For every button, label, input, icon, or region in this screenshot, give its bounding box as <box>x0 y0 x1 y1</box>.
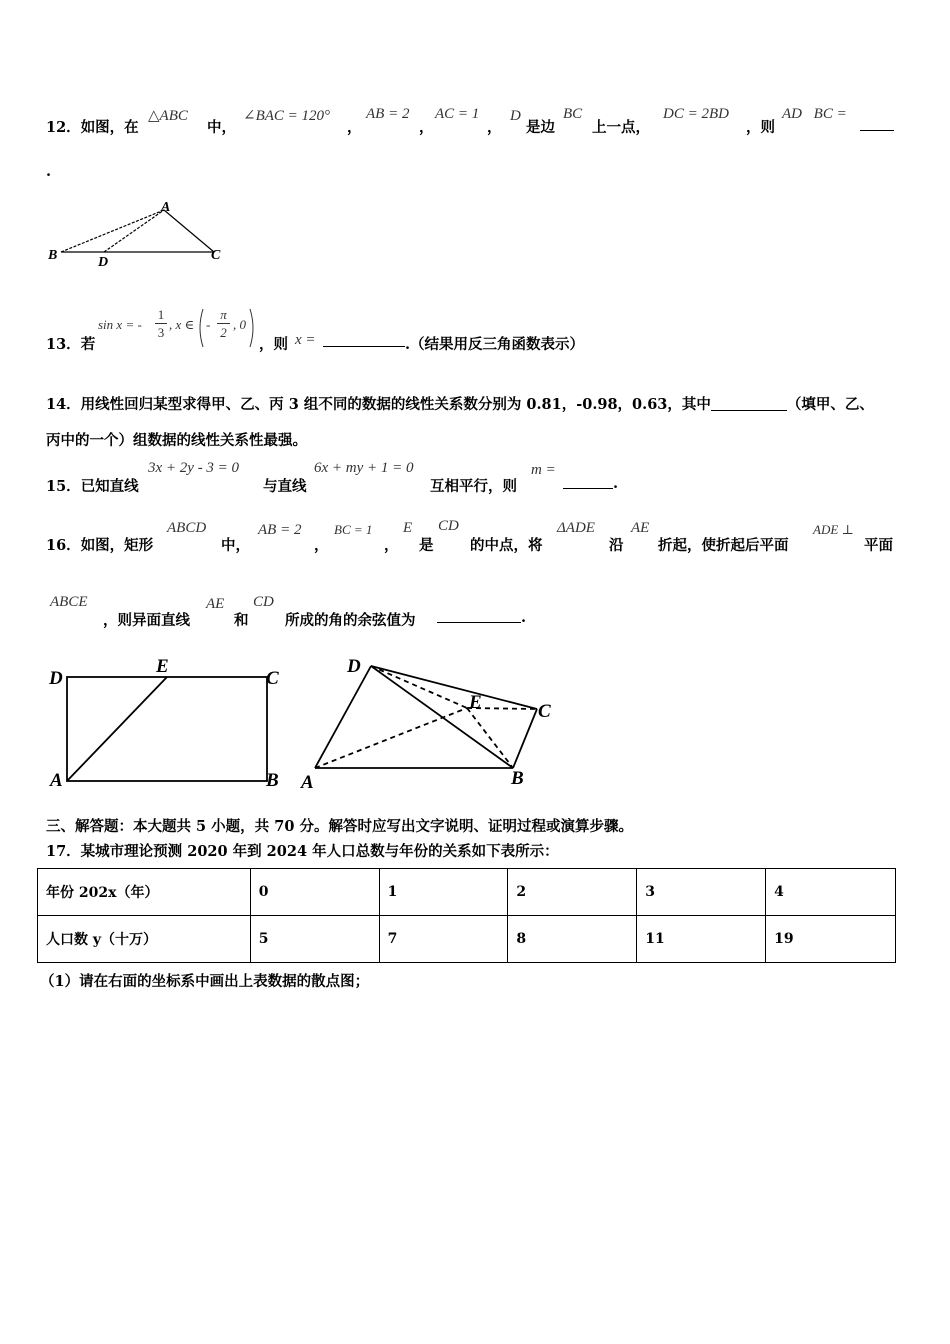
q12-math-ac: AC = 1 <box>435 106 480 122</box>
q13-frac-2-den: 2 <box>220 325 227 340</box>
q12-math-ab: AB = 2 <box>366 106 410 122</box>
fold-point-d-label: D <box>347 656 361 677</box>
q13-bracket-left <box>196 308 204 348</box>
q13-lead <box>46 333 95 354</box>
q15-math-line-1: 3x + 2y - 3 = 0 <box>148 460 240 476</box>
q14-answer-blank[interactable] <box>711 396 787 411</box>
q15-text-4: . <box>613 475 619 492</box>
q12-math-triangle: △ABC <box>148 108 188 124</box>
point-b-label: B <box>48 248 58 263</box>
q17-data-table <box>37 868 896 963</box>
q13-math-x-in: , x ∈ <box>169 317 195 332</box>
segment-da <box>315 666 371 768</box>
q15-text-2: 与直线 <box>263 478 307 495</box>
q12-math-dc: DC = 2BD <box>663 106 729 122</box>
rect-point-e-label: E <box>156 656 169 677</box>
q16-text-10: ，则异面直线 <box>103 612 190 629</box>
q16-number: 16． <box>46 537 81 554</box>
q12-text-5: ， <box>487 119 502 136</box>
q12-end-dot: . <box>46 163 52 180</box>
point-a-label: A <box>161 200 171 215</box>
table-row <box>38 916 896 963</box>
q13-text-1: 若 <box>80 336 96 353</box>
q13-text-2: ，则 <box>259 336 288 353</box>
q13-answer-blank[interactable] <box>323 332 405 347</box>
q12-figure-lines <box>61 210 214 252</box>
q16-text-3: ， <box>314 537 329 554</box>
table-cell: 0 <box>250 869 379 916</box>
q16-text-1: 如图，矩形 <box>80 537 154 554</box>
table-row <box>38 869 896 916</box>
table-cell: 3 <box>637 869 766 916</box>
table-cell: 5 <box>250 916 379 963</box>
q14-text-1: 14．用线性回归某型求得甲、乙、丙 3 组不同的数据的线性关系数分别为 0.81，-0.98，0.63，其中 <box>46 396 711 413</box>
q13-text-3: .（结果用反三角函数表示） <box>405 336 585 353</box>
q15-math-line-2: 6x + my + 1 = 0 <box>314 460 414 476</box>
q16-math-bc: BC = 1 <box>334 522 373 537</box>
q16-lead <box>46 534 153 555</box>
q12-math-expr: AD⃞BC = <box>782 106 847 122</box>
q13-frac-1-den: 3 <box>157 325 165 340</box>
q16-text-9: 平面 <box>864 537 893 554</box>
q17-intro: 17．某城市理论预测 2020 年到 2024 年人口总数与年份的关系如下表所示： <box>46 843 559 860</box>
table-row-head-year: 年份 202x（年） <box>38 869 251 916</box>
q16-text-4: ， <box>384 537 399 554</box>
rect-point-d-label: D <box>49 668 63 689</box>
q13-math-neg: - <box>206 317 211 332</box>
fold-point-b-label: B <box>511 768 524 789</box>
q14-line-1 <box>46 393 874 414</box>
segment-ac <box>164 210 214 252</box>
q12-text-3: ， <box>347 119 362 136</box>
table-cell: 4 <box>766 869 896 916</box>
q12-text-8: ，则 <box>746 119 775 136</box>
q12-math-d: D <box>510 108 521 124</box>
q14-text-2: （填甲、乙、 <box>786 396 874 413</box>
q16-figure-rectangle <box>44 652 294 794</box>
q12-answer-blank[interactable] <box>860 116 894 131</box>
table-cell: 19 <box>766 916 896 963</box>
table-cell: 1 <box>379 869 508 916</box>
q15-text-3: 互相平行，则 <box>430 478 517 495</box>
rectangle-lines <box>67 677 267 781</box>
q12-math-bc: BC <box>563 106 583 122</box>
q16-text-11: 和 <box>234 612 249 629</box>
table-cell: 7 <box>379 916 508 963</box>
q16-math-perp: ADE ⊥ <box>813 522 854 537</box>
fold-point-a-label: A <box>301 772 314 793</box>
q16-text-2: 中， <box>221 537 250 554</box>
rect-point-c-label: C <box>266 668 279 689</box>
q16-math-ab: AB = 2 <box>258 522 302 538</box>
point-c-label: C <box>211 248 221 263</box>
folded-solid-lines <box>315 666 537 768</box>
segment-bc <box>513 709 537 768</box>
q16-text-12: 所成的角的余弦值为 <box>285 612 416 629</box>
q15-math-m: m = <box>531 462 556 478</box>
q17-sub-question-1: （1）请在右面的坐标系中画出上表数据的散点图； <box>40 973 370 990</box>
table-cell: 8 <box>508 916 637 963</box>
q12-figure <box>44 192 244 272</box>
q12-text-4: ， <box>419 119 434 136</box>
segment-ae <box>67 677 167 781</box>
q13-frac-1 <box>155 306 167 341</box>
q16-math-ae-2: AE <box>206 596 225 612</box>
q13-frac-2-num: π <box>217 306 230 324</box>
rect-point-a-label: A <box>50 770 63 791</box>
q16-answer-blank[interactable] <box>437 608 521 623</box>
q16-math-e: E <box>403 520 413 536</box>
q16-math-ade: ΔADE <box>557 520 595 536</box>
table-cell: 2 <box>508 869 637 916</box>
q13-math-sin: sin x = - <box>98 317 142 332</box>
q12-line <box>46 116 139 137</box>
q16-text-13: . <box>521 609 527 626</box>
q15-number: 15． <box>46 478 81 495</box>
q13-bracket-right <box>249 308 257 348</box>
q16-math-abce: ABCE <box>50 594 88 610</box>
q15-answer-blank[interactable] <box>563 474 613 489</box>
fold-point-c-label: C <box>538 701 551 722</box>
q12-math-angle: ∠BAC = 120° <box>243 108 331 124</box>
q16-figure-folded <box>295 648 565 796</box>
q13-math-x-eq: x = <box>295 332 316 348</box>
q13-math-zero: , 0 <box>233 317 246 332</box>
table-cell: 11 <box>637 916 766 963</box>
rectangle-abcd <box>67 677 267 781</box>
q12-text-6: 是边 <box>526 119 555 136</box>
table-row-head-population: 人口数 y（十万） <box>38 916 251 963</box>
q16-math-ae: AE <box>631 520 650 536</box>
q12-text-2: 中， <box>207 119 236 136</box>
q15-lead <box>46 475 139 496</box>
q15-text-1: 已知直线 <box>80 478 139 495</box>
segment-ae <box>315 708 467 768</box>
q13-frac-1-num: 1 <box>155 306 167 324</box>
q16-text-7: 沿 <box>609 537 624 554</box>
point-d-label: D <box>98 255 109 270</box>
fold-point-e-label: E <box>469 692 482 713</box>
q14-line-2: 丙中的一个）组数据的线性关系性最强。 <box>46 432 307 449</box>
q16-text-5: 是 <box>419 537 434 554</box>
q16-math-abcd: ABCD <box>167 520 207 536</box>
q13-frac-2 <box>217 306 230 341</box>
section-3-heading: 三、解答题：本大题共 5 小题，共 70 分。解答时应写出文字说明、证明过程或演算步骤。 <box>46 818 633 835</box>
q16-math-cd-2: CD <box>253 594 274 610</box>
q13-number: 13． <box>46 336 81 353</box>
q16-math-cd: CD <box>438 518 459 534</box>
q12-number: 12． <box>46 119 81 136</box>
q16-text-6: 的中点，将 <box>470 537 543 554</box>
q12-text-1: 如图，在 <box>80 119 139 136</box>
rect-point-b-label: B <box>266 770 279 791</box>
q16-text-8: 折起，使折起后平面 <box>658 537 789 554</box>
segment-eb <box>467 708 513 768</box>
q12-text-7: 上一点， <box>592 119 650 136</box>
